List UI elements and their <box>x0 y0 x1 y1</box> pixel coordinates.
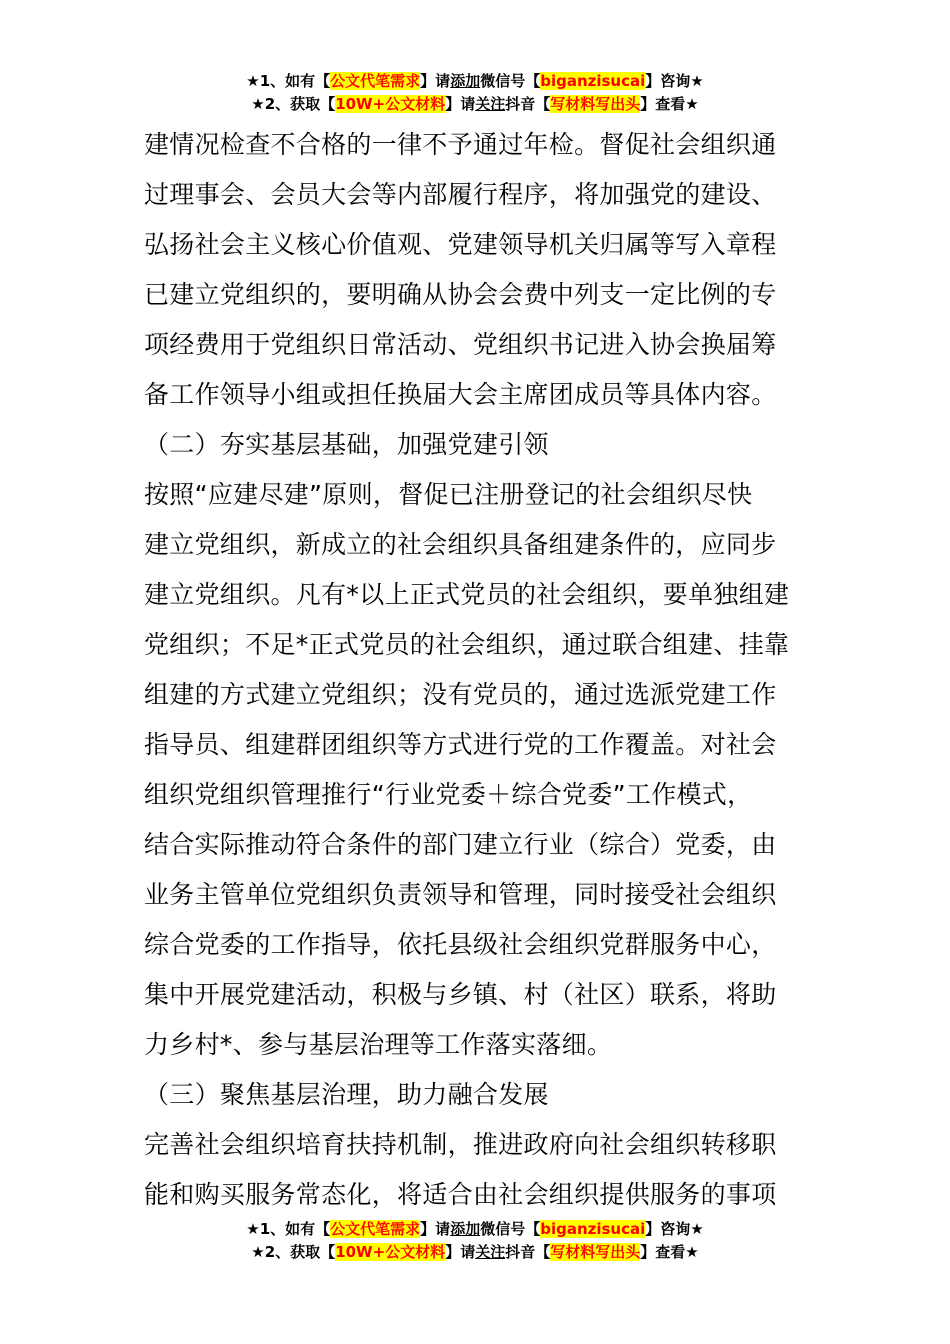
promo-text: 抖音【 <box>505 95 551 113</box>
promo-text: 】请 <box>420 1220 451 1238</box>
promo-text: ★2、获取【 <box>251 95 336 113</box>
promo-text: ★1、如有【 <box>246 72 331 90</box>
body-line: 力乡村*、参与基层治理等工作落实落细。 <box>144 1030 613 1059</box>
body-line: 建立党组织。凡有*以上正式党员的社会组织，要单独组建 <box>144 580 790 609</box>
promo-text: 】咨询★ <box>645 72 704 90</box>
body-line: 党组织；不足*正式党员的社会组织，通过联合组建、挂靠 <box>144 630 790 659</box>
promo-text: 】请 <box>420 72 451 90</box>
promo-highlight: biganzisucai <box>540 1220 646 1238</box>
promo-text: ★2、获取【 <box>251 1243 336 1261</box>
promo-line-1 <box>0 70 950 93</box>
body-line: 备工作领导小组或担任换届大会主席团成员等具体内容。 <box>144 380 777 409</box>
promo-text: 】请 <box>445 95 476 113</box>
body-line: 结合实际推动符合条件的部门建立行业（综合）党委，由 <box>144 830 777 859</box>
body-line: 组织党组织管理推行“行业党委＋综合党委”工作模式， <box>144 780 753 809</box>
promo-text: ★1、如有【 <box>246 1220 331 1238</box>
promo-text: 微信号【 <box>480 72 541 90</box>
body-line: 综合党委的工作指导，依托县级社会组织党群服务中心， <box>144 930 777 959</box>
promo-line-2 <box>0 1241 950 1264</box>
promo-text: 抖音【 <box>505 1243 551 1261</box>
promo-text: 微信号【 <box>480 1220 541 1238</box>
promo-highlight: 10W+公文材料 <box>335 1243 446 1261</box>
body-line: 完善社会组织培育扶持机制，推进政府向社会组织转移职 <box>144 1130 777 1159</box>
promo-highlight: 公文代笔需求 <box>330 72 421 90</box>
body-line: 能和购买服务常态化，将适合由社会组织提供服务的事项 <box>144 1180 777 1209</box>
body-line: 建情况检查不合格的一律不予通过年检。督促社会组织通 <box>144 130 777 159</box>
document-body <box>144 120 809 1220</box>
body-line: 组建的方式建立党组织；没有党员的，通过选派党建工作 <box>144 680 777 709</box>
promo-text: 】查看★ <box>640 1243 699 1261</box>
promo-highlight: 10W+公文材料 <box>335 95 446 113</box>
promo-text: 】咨询★ <box>645 1220 704 1238</box>
promo-highlight: 写材料写出头 <box>550 95 641 113</box>
promo-underlined: 关注 <box>475 95 506 113</box>
body-line: 已建立党组织的，要明确从协会会费中列支一定比例的专 <box>144 280 777 309</box>
promo-underlined: 关注 <box>475 1243 506 1261</box>
promo-highlight: 公文代笔需求 <box>330 1220 421 1238</box>
promo-banner-top <box>0 70 950 116</box>
body-line: 按照“应建尽建”原则，督促已注册登记的社会组织尽快 <box>144 480 753 509</box>
promo-underlined: 添加 <box>450 1220 481 1238</box>
body-line: 过理事会、会员大会等内部履行程序，将加强党的建设、 <box>144 180 777 209</box>
section-heading: （二）夯实基层基础，加强党建引领 <box>144 430 549 459</box>
promo-text: 】查看★ <box>640 95 699 113</box>
promo-highlight: 写材料写出头 <box>550 1243 641 1261</box>
body-line: 业务主管单位党组织负责领导和管理，同时接受社会组织 <box>144 880 777 909</box>
promo-underlined: 添加 <box>450 72 481 90</box>
promo-text: 】请 <box>445 1243 476 1261</box>
promo-line-1 <box>0 1218 950 1241</box>
body-line: 集中开展党建活动，积极与乡镇、村（社区）联系，将助 <box>144 980 777 1009</box>
promo-line-2 <box>0 93 950 116</box>
body-line: 弘扬社会主义核心价值观、党建领导机关归属等写入章程 <box>144 230 777 259</box>
promo-highlight: biganzisucai <box>540 72 646 90</box>
body-line: 项经费用于党组织日常活动、党组织书记进入协会换届筹 <box>144 330 777 359</box>
section-heading: （三）聚焦基层治理，助力融合发展 <box>144 1080 549 1109</box>
body-line: 建立党组织，新成立的社会组织具备组建条件的，应同步 <box>144 530 777 559</box>
body-line: 指导员、组建群团组织等方式进行党的工作覆盖。对社会 <box>144 730 777 759</box>
promo-banner-bottom <box>0 1218 950 1264</box>
